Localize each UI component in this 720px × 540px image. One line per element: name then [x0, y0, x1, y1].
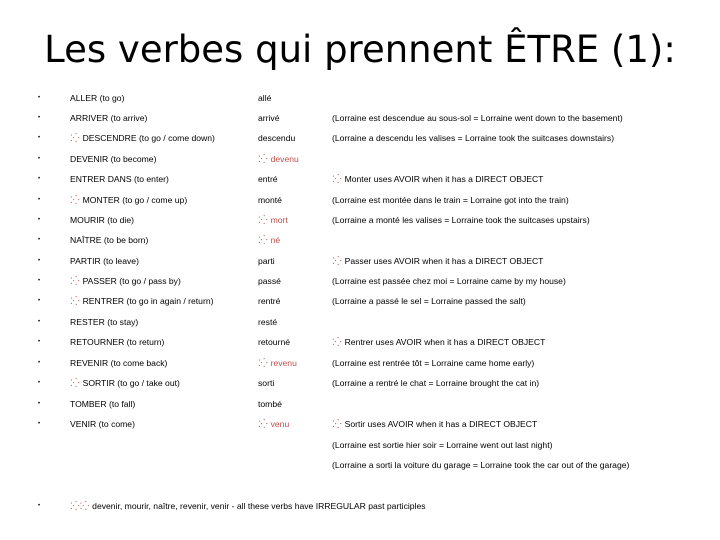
bullet: •: [38, 380, 41, 386]
marker-icon: ⁚⁛⁚⁛: [70, 501, 90, 511]
past-participle: monté: [258, 195, 282, 205]
list-item: [0, 231, 720, 249]
marker-icon: ⁚⁛: [70, 378, 80, 388]
list-item: [0, 333, 720, 351]
note: (Lorraine a sorti la voiture du garage = Lorraine took the car out of the garage): [332, 460, 630, 470]
footer-text: devenir, mourir, naître, revenir, venir - all these verbs have IRREGULAR past participles: [92, 501, 426, 511]
list-item: [0, 415, 720, 433]
bullet: •: [38, 339, 41, 345]
verb: MOURIR (to die): [70, 215, 134, 225]
past-participle: parti: [258, 256, 275, 266]
note: Sortir uses AVOIR when it has a DIRECT OBJECT: [344, 419, 538, 429]
note: (Lorraine est passée chez moi = Lorraine came by my house): [332, 276, 566, 286]
verb: ARRIVER (to arrive): [70, 113, 148, 123]
note-with-marker: [332, 415, 537, 433]
note: (Lorraine est rentrée tôt = Lorraine came home early): [332, 358, 535, 368]
marker-icon: ⁚⁛: [70, 133, 80, 143]
note: (Lorraine est descendue au sous-sol = Lorraine went down to the basement): [332, 113, 623, 123]
list-item: [0, 170, 720, 188]
note: (Lorraine a monté les valises = Lorraine took the suitcases upstairs): [332, 215, 590, 225]
past-participle: tombé: [258, 399, 282, 409]
verb-with-marker: [70, 272, 181, 290]
note: (Lorraine a passé le sel = Lorraine passed the salt): [332, 296, 526, 306]
note-with-marker: [332, 170, 543, 188]
verb: PASSER (to go / pass by): [82, 276, 181, 286]
past-participle: sorti: [258, 378, 275, 388]
verb: REVENIR (to come back): [70, 358, 168, 368]
note-with-marker: [332, 252, 543, 270]
verb: PARTIR (to leave): [70, 256, 139, 266]
verb: MONTER (to go / come up): [82, 195, 188, 205]
bullet: •: [38, 360, 41, 366]
bullet: •: [38, 115, 41, 121]
past-participle: arrivé: [258, 113, 280, 123]
bullet: •: [38, 197, 41, 203]
list-item: [0, 191, 720, 209]
list-item: [0, 395, 720, 413]
list-item: [0, 354, 720, 372]
verb: NAÎTRE (to be born): [70, 235, 149, 245]
list-item: [0, 374, 720, 392]
verb: RENTRER (to go in again / return): [82, 296, 214, 306]
bullet: •: [38, 278, 41, 284]
footer-note: [0, 497, 720, 515]
verb-with-marker: [70, 374, 180, 392]
note: (Lorraine a descendu les valises = Lorraine took the suitcases downstairs): [332, 133, 615, 143]
past-participle: passé: [258, 276, 281, 286]
bullet: •: [38, 156, 41, 162]
past-participle-irregular: [258, 415, 289, 433]
verb-with-marker: [70, 292, 213, 310]
verb: DESCENDRE (to go / come down): [82, 133, 215, 143]
verb: ALLER (to go): [70, 93, 125, 103]
note: Passer uses AVOIR when it has a DIRECT OBJECT: [344, 256, 544, 266]
past-participle: revenu: [270, 358, 297, 368]
marker-icon: ⁚⁛: [70, 195, 80, 205]
bullet: •: [38, 401, 41, 407]
past-participle: entré: [258, 174, 278, 184]
list-item: [0, 456, 720, 474]
list-item: [0, 129, 720, 147]
list-item: [0, 292, 720, 310]
past-participle: descendu: [258, 133, 296, 143]
past-participle: né: [270, 235, 281, 245]
note: Monter uses AVOIR when it has a DIRECT OBJECT: [344, 174, 544, 184]
note: (Lorraine est montée dans le train = Lorraine got into the train): [332, 195, 569, 205]
verb-with-marker: [70, 191, 187, 209]
past-participle: mort: [270, 215, 288, 225]
bullet: •: [38, 503, 41, 509]
verb: SORTIR (to go / take out): [82, 378, 180, 388]
verb: ENTRER DANS (to enter): [70, 174, 169, 184]
list-item: [0, 109, 720, 127]
bullet: •: [38, 319, 41, 325]
marker-icon: ⁚⁛: [258, 235, 268, 245]
list-item: [0, 211, 720, 229]
bullet: •: [38, 135, 41, 141]
past-participle-irregular: [258, 211, 288, 229]
list-item: [0, 436, 720, 454]
list-item: [0, 252, 720, 270]
past-participle: retourné: [258, 337, 291, 347]
verb: VENIR (to come): [70, 419, 135, 429]
marker-icon: ⁚⁛: [70, 276, 80, 286]
note: Rentrer uses AVOIR when it has a DIRECT OBJECT: [344, 337, 546, 347]
bullet: •: [38, 95, 41, 101]
past-participle-irregular: [258, 354, 297, 372]
bullet: •: [38, 258, 41, 264]
verb-with-marker: [70, 129, 215, 147]
bullet: •: [38, 176, 41, 182]
list-item: [0, 313, 720, 331]
bullet: •: [38, 237, 41, 243]
bullet: •: [38, 421, 41, 427]
past-participle: venu: [270, 419, 290, 429]
marker-icon: ⁚⁛: [332, 419, 342, 429]
list-item: [0, 150, 720, 168]
verb: RESTER (to stay): [70, 317, 139, 327]
past-participle-irregular: [258, 150, 299, 168]
slide-title: Les verbes qui prennent ÊTRE (1):: [44, 28, 676, 71]
marker-icon: ⁚⁛: [332, 174, 342, 184]
note: (Lorraine a rentré le chat = Lorraine brought the cat in): [332, 378, 540, 388]
list-item: [0, 89, 720, 107]
footer-with-marker: [70, 497, 426, 515]
note: (Lorraine est sortie hier soir = Lorraine went out last night): [332, 440, 553, 450]
marker-icon: ⁚⁛: [258, 358, 268, 368]
bullet: •: [38, 217, 41, 223]
marker-icon: ⁚⁛: [258, 215, 268, 225]
note-with-marker: [332, 333, 545, 351]
bullet: •: [38, 298, 41, 304]
past-participle: resté: [258, 317, 278, 327]
past-participle: devenu: [270, 154, 299, 164]
marker-icon: ⁚⁛: [70, 296, 80, 306]
past-participle: allé: [258, 93, 272, 103]
past-participle-irregular: [258, 231, 280, 249]
past-participle: rentré: [258, 296, 281, 306]
marker-icon: ⁚⁛: [332, 256, 342, 266]
verb: DEVENIR (to become): [70, 154, 157, 164]
marker-icon: ⁚⁛: [332, 337, 342, 347]
list-item: [0, 272, 720, 290]
marker-icon: ⁚⁛: [258, 154, 268, 164]
marker-icon: ⁚⁛: [258, 419, 268, 429]
verb: TOMBER (to fall): [70, 399, 136, 409]
verb: RETOURNER (to return): [70, 337, 165, 347]
